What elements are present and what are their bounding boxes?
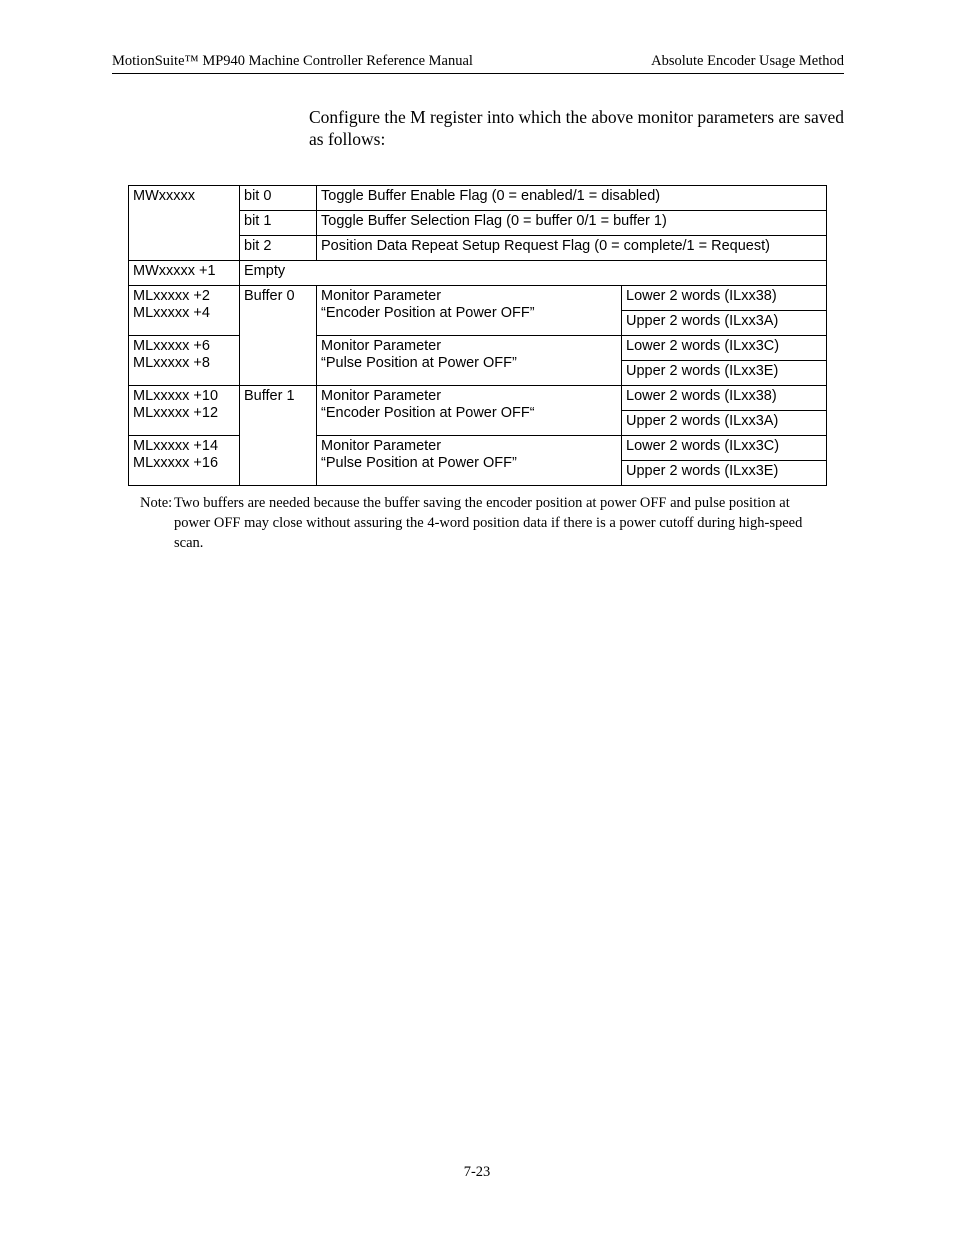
description-cell: Toggle Buffer Selection Flag (0 = buffer 0/1 = buffer 1) — [317, 211, 827, 236]
note — [140, 493, 812, 553]
register-label: MLxxxxx +10 — [133, 388, 219, 404]
buffer-cell: Buffer 1 — [240, 386, 317, 486]
word-cell: Lower 2 words (ILxx3C) — [622, 336, 827, 361]
table-row — [129, 286, 827, 311]
register-label: MLxxxxx +12 — [133, 405, 219, 421]
word-cell: Upper 2 words (ILxx3E) — [622, 461, 827, 486]
description-cell: Toggle Buffer Enable Flag (0 = enabled/1 = disabled) — [317, 186, 827, 211]
parameter-label: Monitor Parameter — [321, 388, 442, 404]
parameter-label: Monitor Parameter — [321, 288, 442, 304]
manual-title: MotionSuite™ MP940 Machine Controller Reference Manual — [112, 53, 473, 69]
word-cell: Upper 2 words (ILxx3E) — [622, 361, 827, 386]
register-cell — [129, 286, 240, 336]
register-table — [128, 185, 827, 486]
page-header — [112, 51, 844, 74]
note-text: Two buffers are needed because the buffer saving the encoder position at power OFF and pulse position at power OFF may close without assuring the 4-word position data if there is a power cutoff during high-speed scan. — [174, 495, 803, 551]
word-cell: Upper 2 words (ILxx3A) — [622, 411, 827, 436]
parameter-cell — [317, 436, 622, 486]
parameter-cell — [317, 336, 622, 386]
parameter-cell — [317, 286, 622, 336]
section-title: Absolute Encoder Usage Method — [651, 53, 844, 69]
table-row — [129, 186, 827, 211]
word-cell: Upper 2 words (ILxx3A) — [622, 311, 827, 336]
parameter-label: Monitor Parameter — [321, 438, 442, 454]
description-cell: Position Data Repeat Setup Request Flag (0 = complete/1 = Request) — [317, 236, 827, 261]
word-cell: Lower 2 words (ILxx38) — [622, 286, 827, 311]
register-label: MLxxxxx +6 — [133, 338, 210, 354]
table-row — [129, 336, 827, 361]
table-row — [129, 386, 827, 411]
register-cell — [129, 336, 240, 386]
parameter-cell — [317, 386, 622, 436]
register-cell: MWxxxxx +1 — [129, 261, 240, 286]
parameter-name: “Encoder Position at Power OFF“ — [321, 405, 535, 421]
table-row — [129, 436, 827, 461]
buffer-cell: Buffer 0 — [240, 286, 317, 386]
parameter-label: Monitor Parameter — [321, 338, 442, 354]
register-label: MLxxxxx +14 — [133, 438, 219, 454]
bit-cell: bit 1 — [240, 211, 317, 236]
register-cell: MWxxxxx — [129, 186, 240, 261]
page-number: 7-23 — [463, 1164, 491, 1180]
parameter-name: “Encoder Position at Power OFF” — [321, 305, 535, 321]
register-cell — [129, 386, 240, 436]
parameter-name: “Pulse Position at Power OFF” — [321, 355, 517, 371]
bit-cell: bit 2 — [240, 236, 317, 261]
intro-paragraph: Configure the M register into which the above monitor parameters are saved as follows: — [309, 107, 845, 149]
description-cell: Empty — [240, 261, 827, 286]
word-cell: Lower 2 words (ILxx3C) — [622, 436, 827, 461]
table-row — [129, 261, 827, 286]
register-label: MLxxxxx +16 — [133, 455, 219, 471]
register-cell — [129, 436, 240, 486]
parameter-name: “Pulse Position at Power OFF” — [321, 455, 517, 471]
note-label: Note: — [140, 495, 173, 511]
word-cell: Lower 2 words (ILxx38) — [622, 386, 827, 411]
register-label: MLxxxxx +2 — [133, 288, 210, 304]
register-label: MLxxxxx +8 — [133, 355, 210, 371]
register-label: MLxxxxx +4 — [133, 305, 210, 321]
bit-cell: bit 0 — [240, 186, 317, 211]
